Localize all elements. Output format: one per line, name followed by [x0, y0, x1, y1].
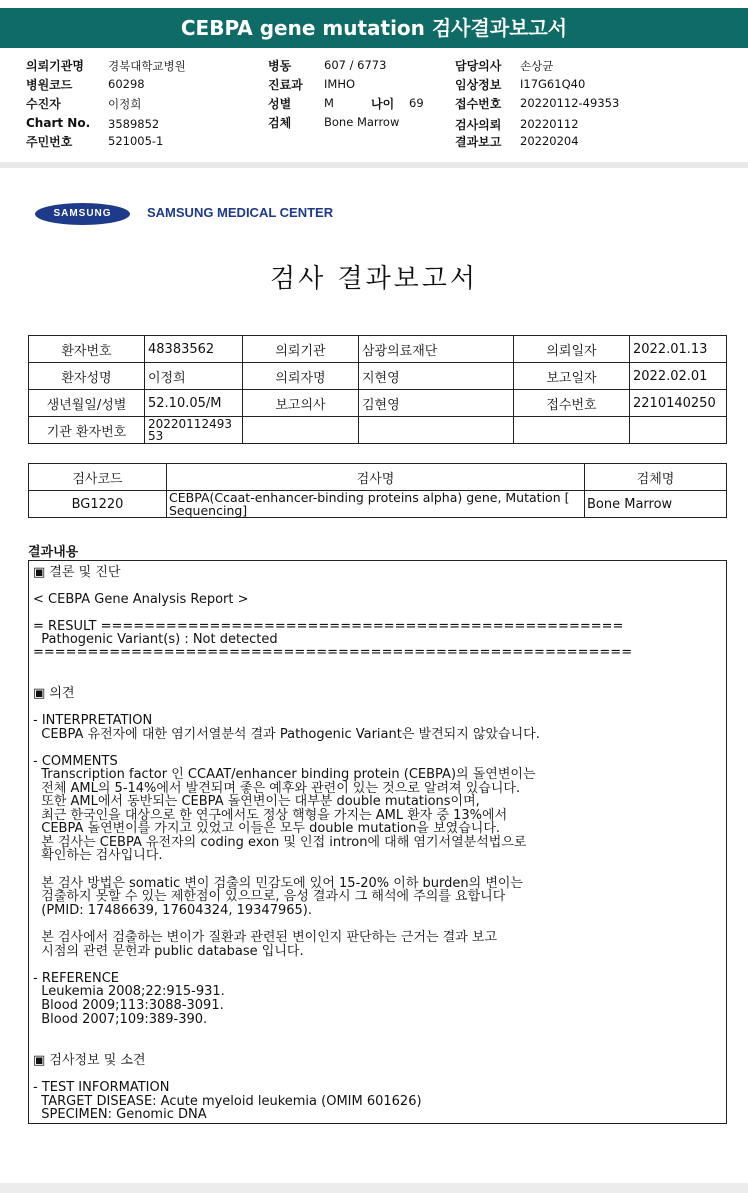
test-name: CEBPA(Ccaat-enhancer-binding proteins alpha) gene, Mutation [ Sequencing] [167, 491, 585, 518]
result-divider-top: = RESULT ================================================ [33, 619, 624, 634]
report-date-label: 결과보고 [455, 135, 502, 149]
info-value: 2022011249353 [145, 417, 243, 444]
comments-heading: - COMMENTS [33, 754, 118, 769]
test-code: BG1220 [29, 491, 167, 518]
info-value: 2022.01.13 [630, 336, 727, 363]
reference-heading: - REFERENCE [33, 971, 120, 986]
dept-value: IMHO [324, 77, 356, 91]
target-disease: TARGET DISEASE: Acute myeloid leukemia (OMIM 601626) [33, 1094, 422, 1109]
request-value: 20220112 [520, 117, 579, 131]
comment-line: Transcription factor 인 CCAAT/enhancer binding protein (CEBPA)의 돌연변이는 [33, 767, 536, 782]
test-code-header: 검사코드 [29, 464, 167, 491]
comment-line: 본 검사는 CEBPA 유전자의 coding exon 및 인접 intron에 대해 염기서열분석법으로 [33, 835, 527, 850]
reference-item: Blood 2009;113:3088-3091. [33, 998, 224, 1013]
info-label: 기관 환자번호 [29, 417, 145, 444]
patient-value: 이정희 [108, 97, 142, 111]
hospital-value: 경북대학교병원 [108, 59, 186, 73]
medical-center-name: SAMSUNG MEDICAL CENTER [147, 205, 334, 220]
hospcode-label: 병원코드 [26, 78, 73, 92]
reference-item: Blood 2007;109:389-390. [33, 1012, 208, 1027]
comment-line: 시점의 관련 문헌과 public database 입니다. [33, 944, 304, 959]
specimen-value: Bone Marrow [324, 115, 400, 129]
table-row [29, 390, 727, 417]
samsung-logo: SAMSUNG [35, 203, 130, 225]
info-label: 생년월일/성별 [29, 390, 145, 417]
info-label: 의뢰기관 [243, 336, 359, 363]
reference-item: Leukemia 2008;22:915-931. [33, 984, 225, 999]
info-value: 김현영 [359, 390, 514, 417]
section-opinion-heading: ▣ 의견 [33, 686, 75, 701]
comment-line: 본 검사에서 검출하는 변이가 질환과 관련된 변이인지 판단하는 근거는 결과 보고 [33, 930, 498, 945]
rrn-label: 주민번호 [26, 135, 73, 149]
test-information-heading: - TEST INFORMATION [33, 1080, 170, 1095]
table-header-row [29, 464, 727, 491]
test-name-header: 검사명 [167, 464, 585, 491]
hospital-label: 의뢰기관명 [26, 59, 84, 73]
info-label: 환자성명 [29, 363, 145, 390]
chart-label: Chart No. [26, 116, 91, 130]
result-heading: 결과내용 [28, 545, 79, 560]
info-value: 이정희 [145, 363, 243, 390]
separator-bar [0, 162, 748, 168]
info-value: 지현영 [359, 363, 514, 390]
result-content-box [28, 560, 727, 1124]
comment-line: 전체 AML의 5-14%에서 발견되며 좋은 예후와 관련이 있는 것으로 알려져 있습니다. [33, 781, 521, 796]
specimen-header: 검체명 [585, 464, 727, 491]
comment-line: 본 검사 방법은 somatic 변이 검출의 민감도에 있어 15-20% 이하 burden의 변이는 [33, 876, 523, 891]
age-value: 69 [409, 96, 424, 110]
info-value: 2022.02.01 [630, 363, 727, 390]
bottom-bar [0, 1183, 748, 1193]
hospcode-value: 60298 [108, 77, 145, 91]
info-label: 의뢰자명 [243, 363, 359, 390]
comment-line: 최근 한국인을 대상으로 한 연구에서도 정상 핵형을 가지는 AML 환자 중 13%에서 [33, 808, 508, 823]
receipt-label: 접수번호 [455, 97, 502, 111]
info-label: 환자번호 [29, 336, 145, 363]
receipt-value: 20220112-49353 [520, 96, 620, 110]
table-row [29, 363, 727, 390]
comment-line: CEBPA 돌연변이를 가지고 있었고 이들은 모두 double mutation을 보였습니다. [33, 821, 501, 836]
rrn-value: 521005-1 [108, 134, 164, 148]
sex-value: M [324, 96, 334, 110]
section-test-info-heading: ▣ 검사정보 및 소견 [33, 1053, 146, 1068]
comment-line: (PMID: 17486639, 17604324, 19347965). [33, 903, 312, 918]
info-empty [243, 417, 359, 444]
info-empty [359, 417, 514, 444]
document-title: 검사 결과보고서 [269, 264, 479, 294]
report-subtitle: < CEBPA Gene Analysis Report > [33, 592, 249, 607]
table-row [29, 417, 727, 444]
info-label: 의뢰일자 [514, 336, 630, 363]
age-label: 나이 [371, 97, 395, 111]
doctor-label: 담당의사 [455, 59, 502, 73]
table-row [29, 491, 727, 518]
result-divider-bottom: ======================================================= [33, 645, 633, 660]
info-empty [514, 417, 630, 444]
ward-value: 607 / 6773 [324, 58, 387, 72]
info-value: 2210140250 [630, 390, 727, 417]
result-text: Pathogenic Variant(s) : Not detected [33, 632, 278, 647]
specimen-label: 검체 [268, 116, 292, 130]
sex-label: 성별 [268, 97, 292, 111]
clinical-label: 임상정보 [455, 78, 502, 92]
info-label: 접수번호 [514, 390, 630, 417]
doctor-value: 손상균 [520, 59, 554, 73]
specimen-name: Bone Marrow [585, 491, 727, 518]
interpretation-heading: - INTERPRETATION [33, 713, 153, 728]
request-label: 검사의뢰 [455, 118, 502, 132]
clinical-value: I17G61Q40 [520, 77, 586, 91]
interpretation-text: CEBPA 유전자에 대한 염기서열분석 결과 Pathogenic Variant은 발견되지 않았습니다. [33, 727, 540, 742]
section-conclusion-heading: ▣ 결론 및 진단 [33, 565, 121, 580]
chart-value: 3589852 [108, 117, 160, 131]
test-table [28, 463, 727, 518]
info-value: 52.10.05/M [145, 390, 243, 417]
comment-line: 또한 AML에서 동반되는 CEBPA 돌연변이는 대부분 double mutations이며, [33, 794, 480, 809]
report-title-bar: CEBPA gene mutation 검사결과보고서 [0, 8, 748, 48]
info-empty [630, 417, 727, 444]
comment-line: 확인하는 검사입니다. [33, 848, 163, 863]
patient-info-table [28, 335, 727, 444]
ward-label: 병동 [268, 59, 292, 73]
patient-label: 수진자 [26, 97, 61, 111]
table-row [29, 336, 727, 363]
dept-label: 진료과 [268, 78, 303, 92]
info-label: 보고의사 [243, 390, 359, 417]
info-label: 보고일자 [514, 363, 630, 390]
info-value: 삼광의료재단 [359, 336, 514, 363]
comment-line: 검출하지 못할 수 있는 제한점이 있으므로, 음성 결과시 그 해석에 주의를 요합니다 [33, 889, 506, 904]
report-date-value: 20220204 [520, 134, 579, 148]
info-value: 48383562 [145, 336, 243, 363]
specimen-info: SPECIMEN: Genomic DNA [33, 1107, 207, 1122]
